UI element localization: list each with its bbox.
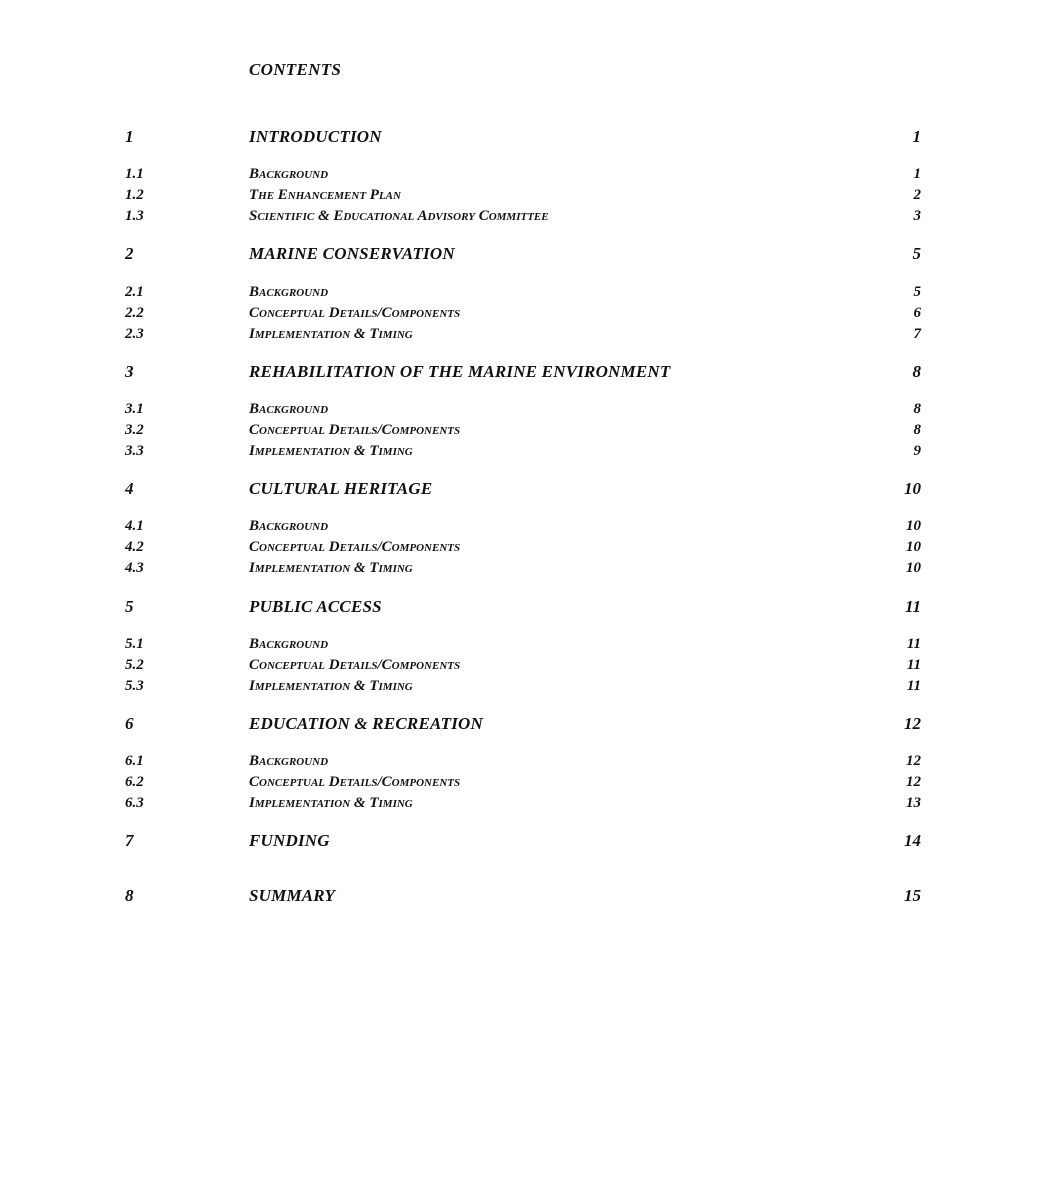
entry-page-number: 5 xyxy=(912,244,921,263)
entry-number: 4.1 xyxy=(125,518,144,534)
entry-page-number: 7 xyxy=(913,326,921,342)
entry-number: 8 xyxy=(125,886,134,905)
entry-page-number: 15 xyxy=(904,886,921,905)
entry-number: 1.1 xyxy=(125,166,144,182)
entry-title: REHABILITATION OF THE MARINE ENVIRONMENT xyxy=(249,362,671,381)
toc-section-entry[interactable] xyxy=(0,127,1044,156)
entry-title: Conceptual Details/Components xyxy=(249,305,461,321)
entry-title: Implementation & Timing xyxy=(249,326,413,342)
entry-title: Conceptual Details/Components xyxy=(249,422,461,438)
entry-title: Background xyxy=(249,636,329,652)
entry-page-number: 2 xyxy=(913,187,921,203)
toc-subsection-entry[interactable] xyxy=(0,443,1044,471)
entry-title: Implementation & Timing xyxy=(249,795,413,811)
entry-title: Implementation & Timing xyxy=(249,560,413,576)
entry-number: 2.3 xyxy=(125,326,144,342)
entry-number: 5.2 xyxy=(125,657,144,673)
entry-title: Background xyxy=(249,284,329,300)
entry-number: 6.3 xyxy=(125,795,144,811)
entry-number: 2.2 xyxy=(125,305,144,321)
entry-page-number: 1 xyxy=(913,166,921,182)
entry-number: 3.3 xyxy=(125,443,144,459)
toc-section-entry[interactable] xyxy=(0,714,1044,743)
toc-subsection-entry[interactable] xyxy=(0,560,1044,588)
toc-subsection-entry[interactable] xyxy=(0,166,1044,194)
entry-number: 2.1 xyxy=(125,284,144,300)
entry-page-number: 10 xyxy=(906,560,921,576)
toc-subsection-entry[interactable] xyxy=(0,326,1044,354)
toc-section-entry[interactable] xyxy=(0,362,1044,391)
entry-page-number: 11 xyxy=(906,636,921,652)
entry-title: Background xyxy=(249,753,329,769)
entry-page-number: 10 xyxy=(906,539,921,555)
toc-subsection-entry[interactable] xyxy=(0,518,1044,546)
entry-title: Background xyxy=(249,518,329,534)
toc-section-entry[interactable] xyxy=(0,831,1044,860)
entry-title: Background xyxy=(249,166,329,182)
entry-page-number: 3 xyxy=(913,208,921,224)
entry-page-number: 12 xyxy=(904,714,921,733)
toc-subsection-entry[interactable] xyxy=(0,422,1044,450)
entry-page-number: 8 xyxy=(913,422,921,438)
entry-page-number: 13 xyxy=(906,795,921,811)
toc-section-entry[interactable] xyxy=(0,597,1044,626)
entry-number: 3.2 xyxy=(125,422,144,438)
toc-subsection-entry[interactable] xyxy=(0,678,1044,706)
entry-title: Background xyxy=(249,401,329,417)
entry-number: 5.3 xyxy=(125,678,144,694)
entry-title: Implementation & Timing xyxy=(249,443,413,459)
entry-number: 1.2 xyxy=(125,187,144,203)
entry-title: PUBLIC ACCESS xyxy=(249,597,382,616)
entry-title: Conceptual Details/Components xyxy=(249,774,461,790)
entry-number: 1.3 xyxy=(125,208,144,224)
entry-number: 2 xyxy=(125,244,134,263)
entry-page-number: 6 xyxy=(913,305,921,321)
entry-page-number: 11 xyxy=(904,597,921,616)
entry-title: MARINE CONSERVATION xyxy=(249,244,455,263)
toc-section-entry[interactable] xyxy=(0,479,1044,508)
entry-page-number: 1 xyxy=(912,127,921,146)
entry-number: 5 xyxy=(125,597,134,616)
toc-subsection-entry[interactable] xyxy=(0,657,1044,685)
entry-title: The Enhancement Plan xyxy=(249,187,401,203)
entry-number: 6.1 xyxy=(125,753,144,769)
entry-page-number: 11 xyxy=(906,678,921,694)
toc-subsection-entry[interactable] xyxy=(0,305,1044,333)
entry-title: Implementation & Timing xyxy=(249,678,413,694)
entry-title: Conceptual Details/Components xyxy=(249,539,461,555)
entry-page-number: 12 xyxy=(906,753,921,769)
entry-number: 6 xyxy=(125,714,134,733)
toc-subsection-entry[interactable] xyxy=(0,636,1044,664)
toc-subsection-entry[interactable] xyxy=(0,753,1044,781)
entry-page-number: 10 xyxy=(906,518,921,534)
entry-number: 6.2 xyxy=(125,774,144,790)
toc-subsection-entry[interactable] xyxy=(0,284,1044,312)
entry-title: Scientific & Educational Advisory Committee xyxy=(249,208,549,224)
entry-title: Conceptual Details/Components xyxy=(249,657,461,673)
entry-number: 4.3 xyxy=(125,560,144,576)
entry-number: 1 xyxy=(125,127,134,146)
toc-subsection-entry[interactable] xyxy=(0,795,1044,823)
entry-number: 5.1 xyxy=(125,636,144,652)
entry-number: 3 xyxy=(125,362,134,381)
entry-number: 7 xyxy=(125,831,134,850)
toc-section-entry[interactable] xyxy=(0,244,1044,273)
entry-page-number: 14 xyxy=(904,831,921,850)
entry-page-number: 9 xyxy=(913,443,921,459)
toc-subsection-entry[interactable] xyxy=(0,539,1044,567)
entry-page-number: 8 xyxy=(912,362,921,381)
entry-number: 4 xyxy=(125,479,134,498)
contents-title: CONTENTS xyxy=(249,60,342,79)
entry-number: 4.2 xyxy=(125,539,144,555)
entry-title: FUNDING xyxy=(249,831,330,850)
toc-section-entry[interactable] xyxy=(0,886,1044,915)
entry-number: 3.1 xyxy=(125,401,144,417)
entry-title: CULTURAL HERITAGE xyxy=(249,479,433,498)
entry-page-number: 5 xyxy=(913,284,921,300)
toc-subsection-entry[interactable] xyxy=(0,208,1044,236)
entry-title: EDUCATION & RECREATION xyxy=(249,714,483,733)
entry-page-number: 10 xyxy=(904,479,921,498)
entry-page-number: 12 xyxy=(906,774,921,790)
entry-title: INTRODUCTION xyxy=(249,127,382,146)
entry-page-number: 8 xyxy=(913,401,921,417)
entry-title: SUMMARY xyxy=(249,886,336,905)
entry-page-number: 11 xyxy=(906,657,921,673)
toc-subsection-entry[interactable] xyxy=(0,401,1044,429)
toc-subsection-entry[interactable] xyxy=(0,774,1044,802)
